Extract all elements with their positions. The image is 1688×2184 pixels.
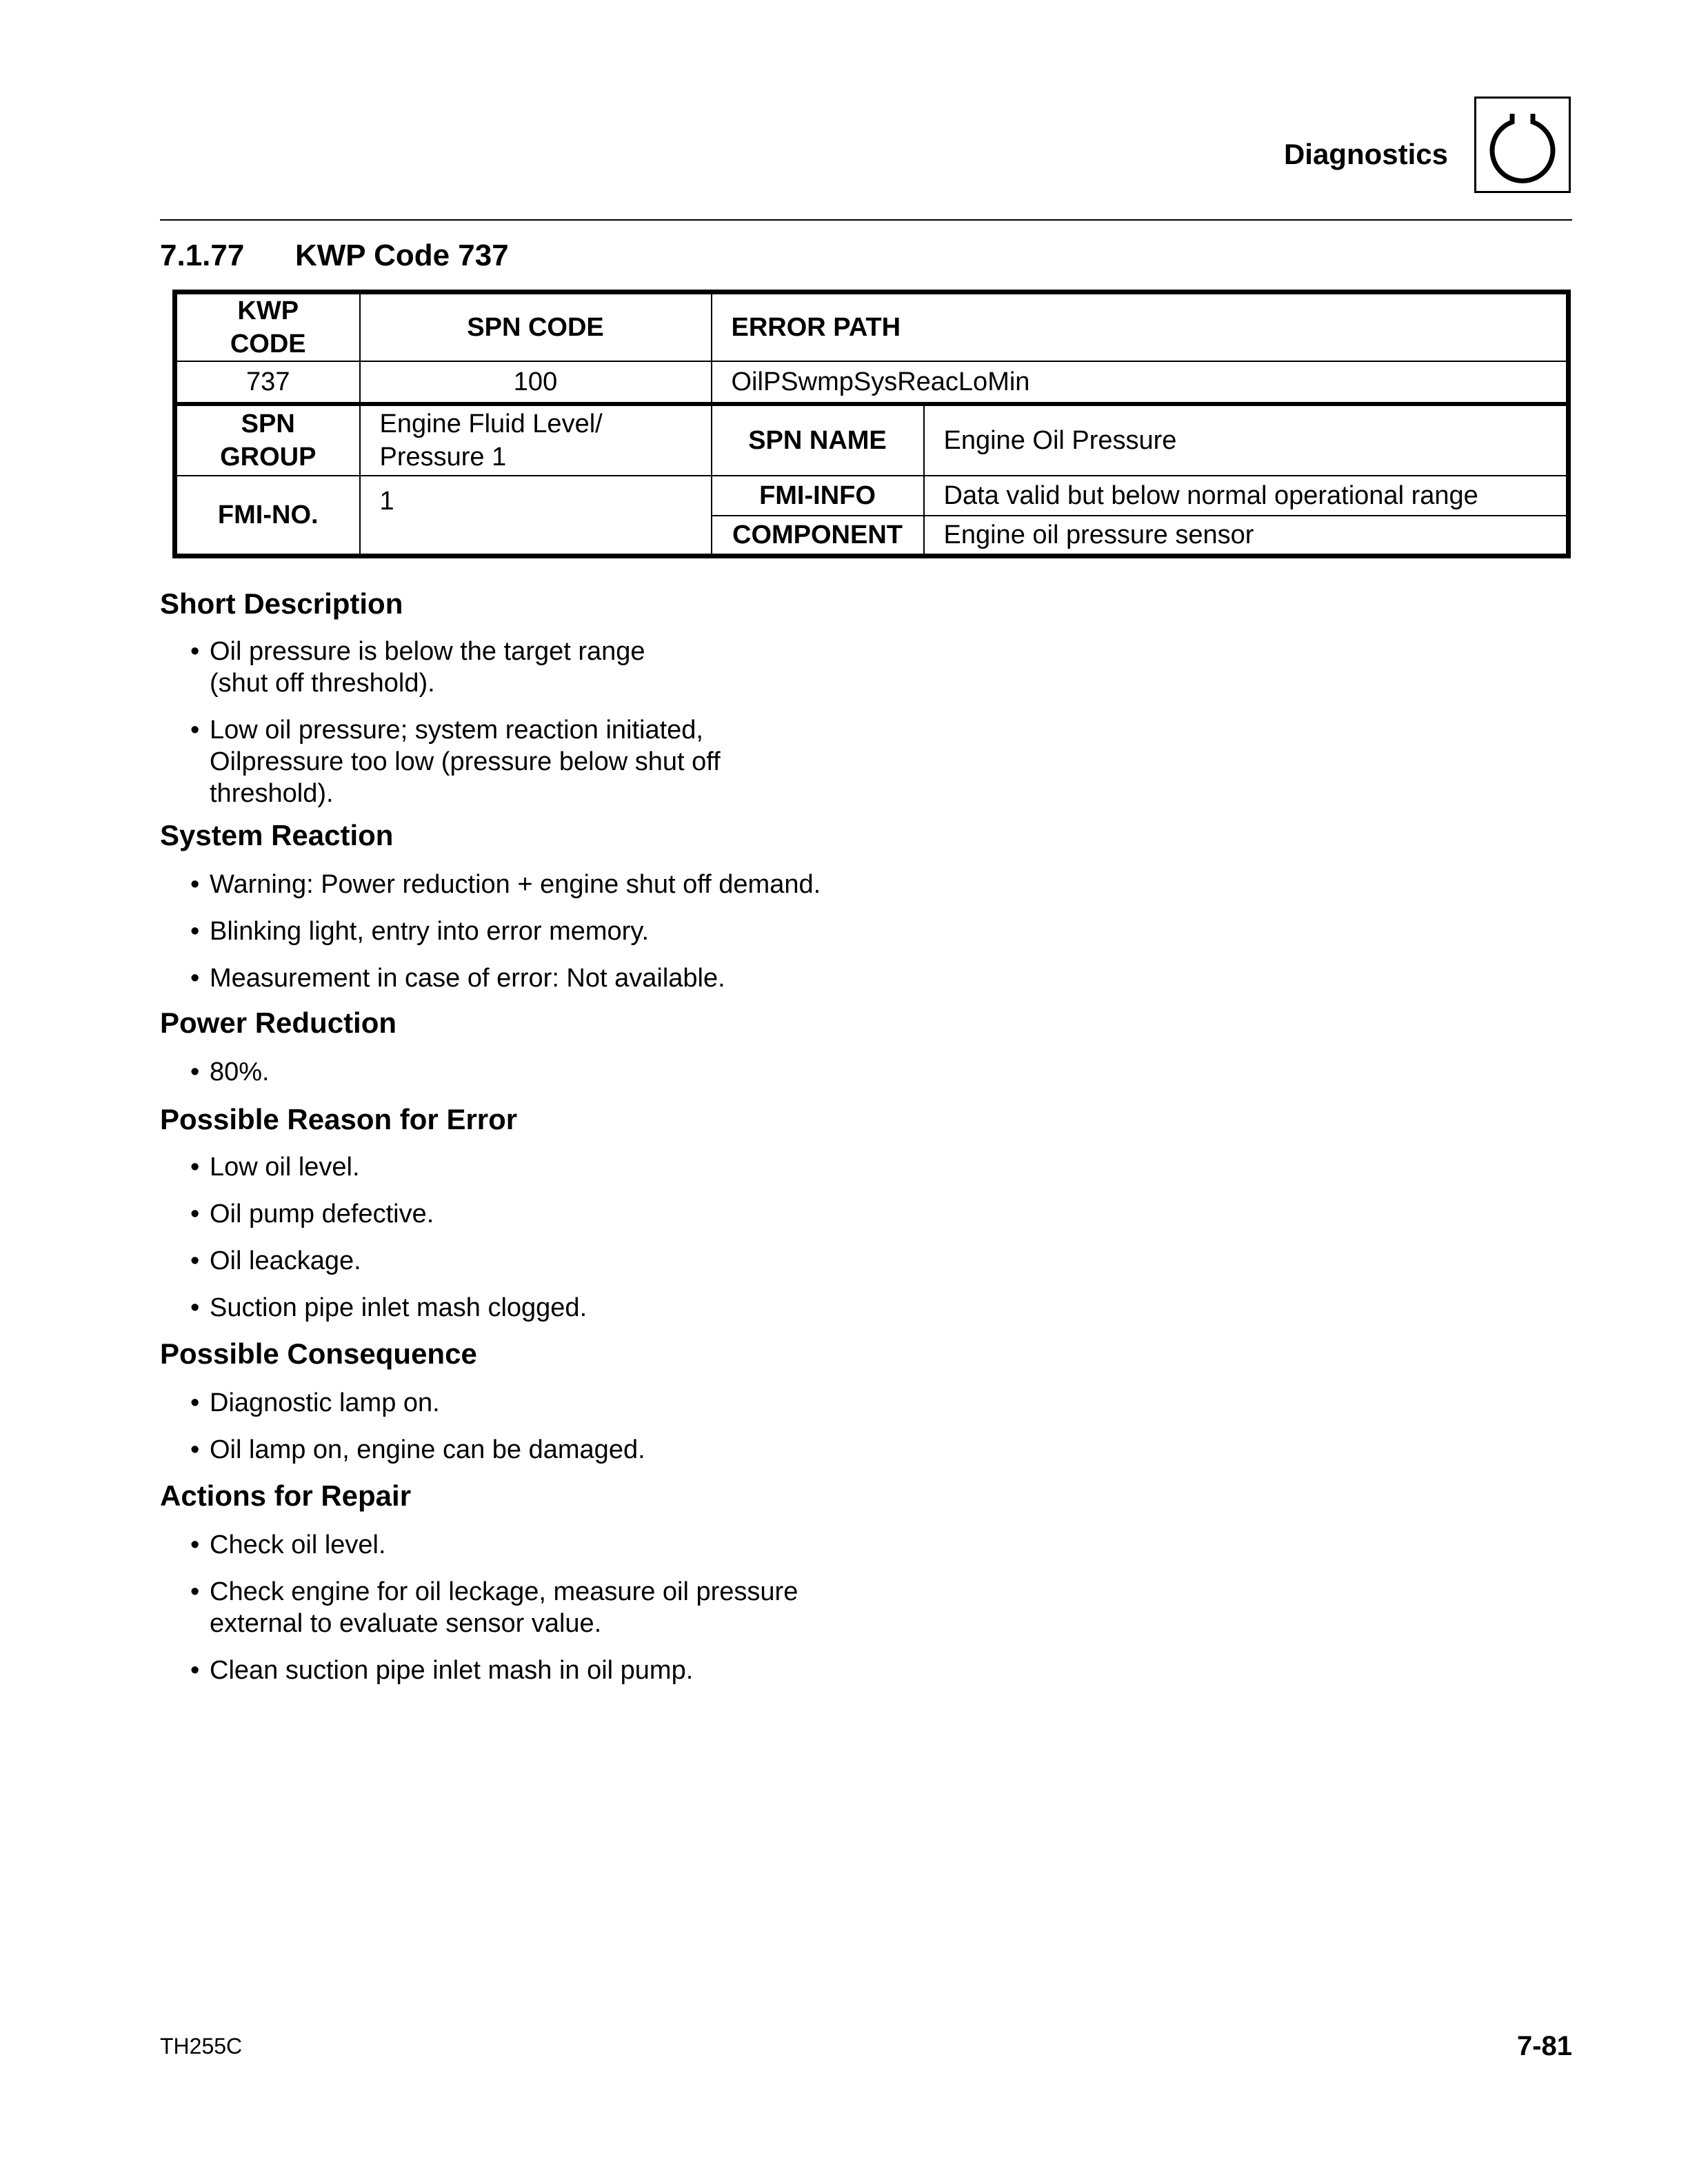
spn-group-value bbox=[360, 404, 712, 476]
spn-group-label: SPN GROUP bbox=[175, 404, 360, 476]
list-item: • Check oil level. bbox=[190, 1529, 1018, 1561]
short-description-list bbox=[190, 636, 1018, 825]
page-header-title: Diagnostics bbox=[1283, 138, 1448, 170]
power-reduction-list bbox=[190, 1056, 1018, 1103]
fmi-info-label: FMI-INFO bbox=[712, 476, 924, 516]
kwp-code-table bbox=[172, 290, 1571, 558]
error-path-header: ERROR PATH bbox=[712, 292, 1569, 362]
section-title: KWP Code 737 bbox=[295, 239, 509, 272]
system-reaction-list bbox=[190, 869, 1018, 1009]
spn-name-value: Engine Oil Pressure bbox=[924, 404, 1569, 476]
list-item: • Clean suction pipe inlet mash in oil pump. bbox=[190, 1655, 1018, 1686]
footer-page-number: 7-81 bbox=[1516, 2031, 1572, 2061]
system-reaction-heading: System Reaction bbox=[160, 819, 394, 851]
fmi-no-label: FMI-NO. bbox=[175, 476, 360, 556]
section-number: 7.1.77 bbox=[160, 239, 245, 272]
list-item: • Check engine for oil leckage, measure oil pressure external to evaluate sensor value. bbox=[190, 1576, 851, 1639]
list-item: • Low oil pressure; system reaction initiated, Oilpressure too low (pressure below shut off threshold). bbox=[190, 714, 754, 809]
list-item: • Low oil level. bbox=[190, 1151, 1018, 1183]
spn-group-line2: Pressure 1 bbox=[379, 443, 507, 472]
list-item: • Measurement in case of error: Not available. bbox=[190, 962, 1018, 994]
spn-group-line1: Engine Fluid Level/ bbox=[379, 410, 603, 438]
actions-for-repair-list bbox=[190, 1529, 1018, 1701]
footer-doc-code: TH255C bbox=[160, 2034, 243, 2059]
list-item: • Suction pipe inlet mash clogged. bbox=[190, 1292, 1018, 1324]
spn-code-header: SPN CODE bbox=[360, 292, 712, 362]
list-item: • Warning: Power reduction + engine shut off demand. bbox=[190, 869, 1018, 900]
list-item: • Diagnostic lamp on. bbox=[190, 1387, 1018, 1419]
list-item: • Blinking light, entry into error memory. bbox=[190, 916, 1018, 947]
spn-code-value: 100 bbox=[360, 361, 712, 404]
fmi-no-value: 1 bbox=[360, 476, 712, 556]
kwp-code-value: 737 bbox=[175, 361, 360, 404]
error-path-value: OilPSwmpSysReacLoMin bbox=[712, 361, 1569, 404]
list-item: • Oil pump defective. bbox=[190, 1198, 1018, 1230]
spn-name-label: SPN NAME bbox=[712, 404, 924, 476]
possible-reason-list bbox=[190, 1151, 1018, 1339]
header-divider bbox=[160, 219, 1572, 221]
power-reduction-heading: Power Reduction bbox=[160, 1007, 397, 1039]
list-item: • 80%. bbox=[190, 1056, 1018, 1088]
component-value: Engine oil pressure sensor bbox=[924, 516, 1569, 556]
fmi-info-value: Data valid but below normal operational range bbox=[924, 476, 1569, 516]
list-item: • Oil leackage. bbox=[190, 1245, 1018, 1277]
kwp-code-header: KWP CODE bbox=[175, 292, 360, 362]
engine-oil-icon bbox=[1474, 97, 1571, 193]
engine-oil-icon-graphic bbox=[1476, 99, 1569, 191]
list-item: • Oil pressure is below the target range (shut off threshold). bbox=[190, 636, 692, 699]
short-description-heading: Short Description bbox=[160, 587, 403, 620]
component-label: COMPONENT bbox=[712, 516, 924, 556]
possible-consequence-list bbox=[190, 1387, 1018, 1481]
possible-consequence-heading: Possible Consequence bbox=[160, 1337, 477, 1370]
possible-reason-heading: Possible Reason for Error bbox=[160, 1103, 518, 1135]
actions-for-repair-heading: Actions for Repair bbox=[160, 1479, 412, 1512]
list-item: • Oil lamp on, engine can be damaged. bbox=[190, 1434, 1018, 1466]
